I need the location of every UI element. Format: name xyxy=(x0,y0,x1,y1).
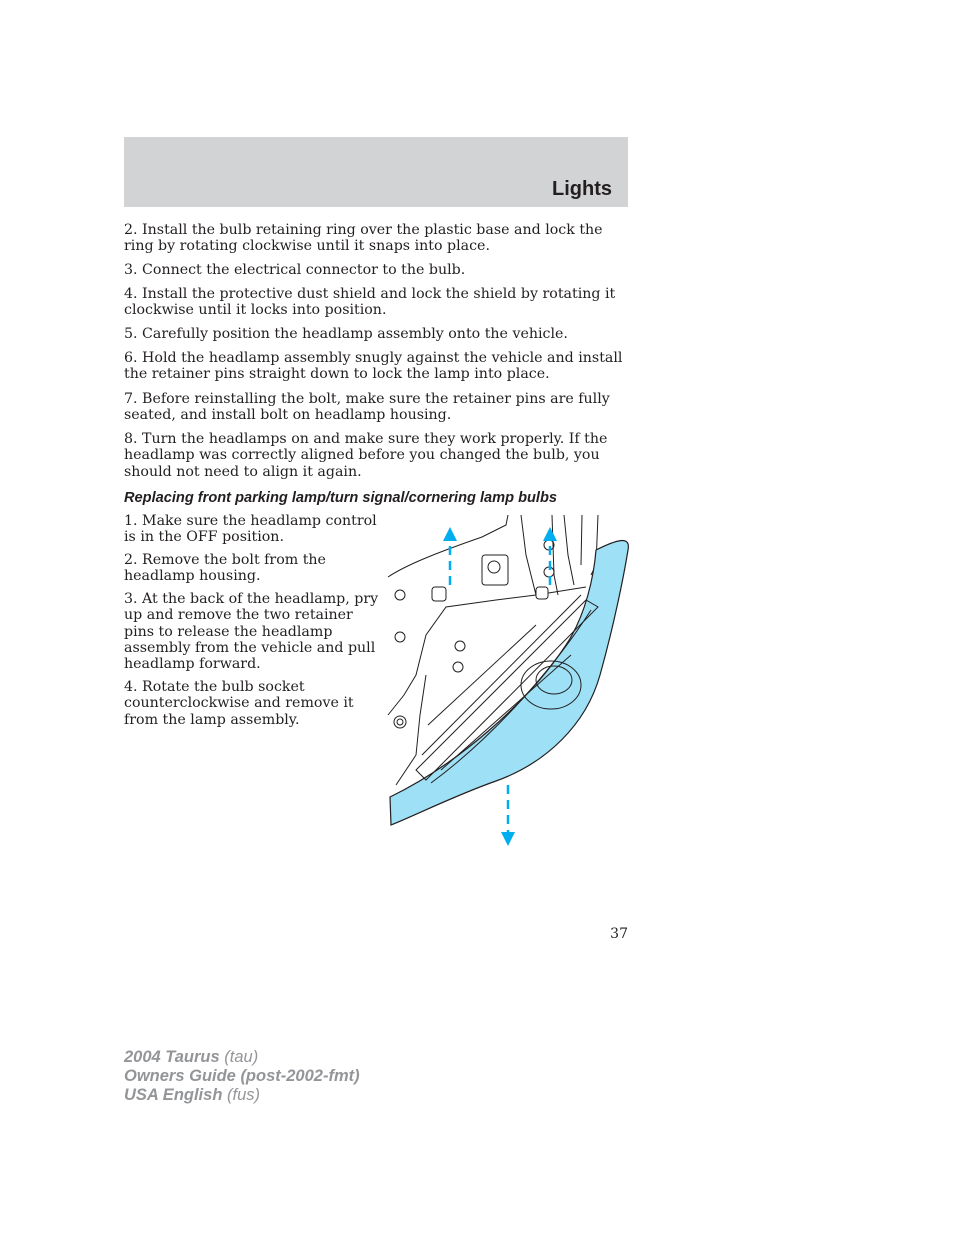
footer-document-info xyxy=(124,1048,360,1105)
step-4-rotate-bulb-socket: 4. Rotate the bulb socket counterclockwise and remove it from the lamp assembly. xyxy=(124,679,354,728)
footer-guide-line xyxy=(124,1067,360,1086)
footer-language-line xyxy=(124,1086,360,1105)
footer-guide: Owners Guide (post-2002-fmt) xyxy=(124,1067,360,1085)
footer-language-code: (fus) xyxy=(222,1086,260,1104)
headlamp-lens xyxy=(390,541,628,825)
retainer-pins xyxy=(432,587,548,601)
section-header-bar xyxy=(124,137,628,207)
page-number: 37 xyxy=(610,926,628,942)
footer-language: USA English xyxy=(124,1086,223,1104)
footer-model-line xyxy=(124,1048,360,1067)
step-7-install-bolt: 7. Before reinstalling the bolt, make sure the retainer pins are fully seated, and install bolt on headlamp housing. xyxy=(124,391,610,424)
step-3-remove-retainer-pins: 3. At the back of the headlamp, pry up and remove the two retainer pins to release the headlamp assembly from the vehicle and pull headlamp forward. xyxy=(124,591,379,673)
subsection-heading: Replacing front parking lamp/turn signal/cornering lamp bulbs xyxy=(124,490,557,506)
step-1-headlamp-off: 1. Make sure the headlamp control is in the OFF position. xyxy=(124,513,377,546)
section-title: Lights xyxy=(552,178,612,200)
footer-model: 2004 Taurus xyxy=(124,1048,220,1066)
step-4-install-dust-shield: 4. Install the protective dust shield and lock the shield by rotating it clockwise until it locks into position. xyxy=(124,286,616,319)
step-8-check-headlamps: 8. Turn the headlamps on and make sure they work properly. If the headlamp was correctly aligned before you changed the bulb, you should not need to align it again. xyxy=(124,431,608,480)
step-3-connect-connector: 3. Connect the electrical connector to the bulb. xyxy=(124,262,466,278)
step-2-install-ring: 2. Install the bulb retaining ring over the plastic base and lock the ring by rotating clockwise until it snaps into place. xyxy=(124,222,603,255)
step-5-position-headlamp: 5. Carefully position the headlamp assembly onto the vehicle. xyxy=(124,326,568,342)
step-2-remove-bolt: 2. Remove the bolt from the headlamp housing. xyxy=(124,552,326,585)
headlamp-assembly-illustration xyxy=(386,515,632,850)
footer-model-code: (tau) xyxy=(219,1048,259,1066)
step-6-install-retainer-pins: 6. Hold the headlamp assembly snugly against the vehicle and install the retainer pins straight down to lock the lamp into place. xyxy=(124,350,623,383)
